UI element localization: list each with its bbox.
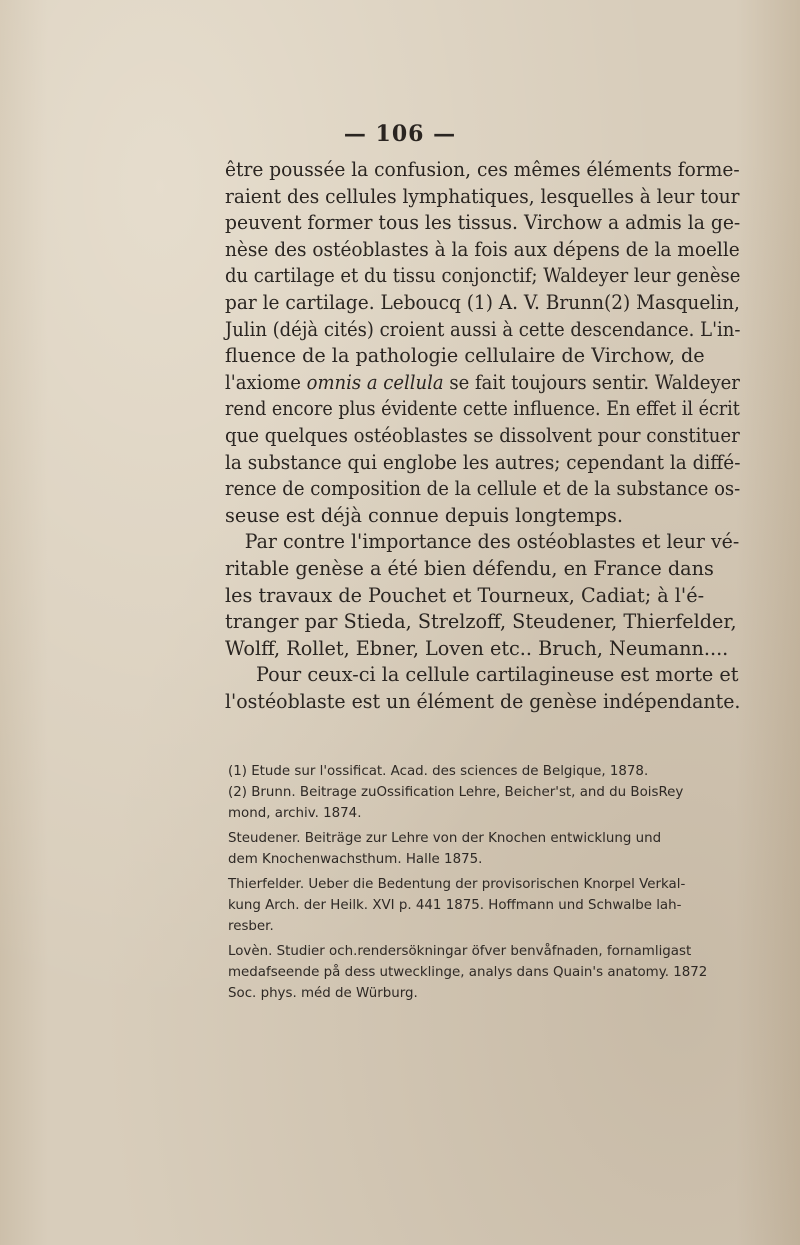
text-line: raient des cellules lymphatiques, lesquelles à leur tour xyxy=(225,184,740,208)
text-line: peuvent former tous les tissus. Virchow a admis la ge- xyxy=(225,211,741,235)
text-line: Wolff, Rollet, Ebner, Loven etc.. Bruch, Neumann.... xyxy=(225,636,729,660)
italic-phrase: omnis a cellula xyxy=(306,370,444,394)
footnote-line: Lovèn. Studier och.rendersökningar öfver benvåfnaden, fornamligast xyxy=(228,944,692,959)
text-line: l'ostéoblaste est un élément de genèse indépendante. xyxy=(225,689,741,713)
paragraph-1 xyxy=(225,157,740,529)
text-segment: se fait toujours sentir. Waldeyer xyxy=(443,370,740,394)
text-line: tranger par Stieda, Strelzoff, Steudener, Thierfelder, xyxy=(225,610,737,634)
text-line-with-italic xyxy=(225,370,740,397)
body-text xyxy=(225,157,740,715)
footnote-2 xyxy=(228,782,743,824)
text-line: les travaux de Pouchet et Tourneux, Cadiat; à l'é- xyxy=(225,583,705,607)
footnote-1 xyxy=(228,761,743,782)
text-line: du cartilage et du tissu conjonctif; Waldeyer leur genèse xyxy=(225,264,741,288)
footnote-5 xyxy=(228,941,743,1004)
footnote-3 xyxy=(228,828,743,870)
footnote-line: resber. xyxy=(228,919,274,934)
footnote-line: Thierfelder. Ueber die Bedentung der provisorischen Knorpel Verkal- xyxy=(228,877,686,892)
paragraph-3 xyxy=(225,662,740,715)
footnote-line: (2) Brunn. Beitrage zuOssification Lehre, Beicher'st, and du BoisRey xyxy=(228,785,684,800)
page-number: — 106 — xyxy=(343,121,457,147)
footnote-line: kung Arch. der Heilk. XVI p. 441 1875. Hoffmann und Schwalbe lah- xyxy=(228,898,682,913)
text-segment: l'axiome xyxy=(225,370,307,394)
text-line: Par contre l'importance des ostéoblastes et leur vé- xyxy=(244,530,740,554)
text-line: seuse est déjà connue depuis longtemps. xyxy=(225,503,624,527)
text-line: être poussée la confusion, ces mêmes éléments forme- xyxy=(225,158,740,181)
text-line: fluence de la pathologie cellulaire de Virchow, de xyxy=(225,344,705,368)
text-line: nèse des ostéoblastes à la fois aux dépens de la moelle xyxy=(225,237,740,261)
text-line: rend encore plus évidente cette influence. En effet il écrit xyxy=(225,397,740,421)
footnote-line: Soc. phys. méd de Würburg. xyxy=(228,986,418,1001)
footnote-line: Steudener. Beiträge zur Lehre von der Knochen entwicklung und xyxy=(228,831,662,846)
footnote-line: mond, archiv. 1874. xyxy=(228,806,362,821)
text-line: la substance qui englobe les autres; cependant la diffé- xyxy=(225,450,741,474)
text-line: rence de composition de la cellule et de la substance os- xyxy=(225,477,741,501)
footnote-line: (1) Etude sur l'ossificat. Acad. des sciences de Belgique, 1878. xyxy=(228,764,649,779)
footnotes xyxy=(228,761,743,1004)
text-line: Julin (déjà cités) croient aussi à cette descendance. L'in- xyxy=(225,317,741,341)
text-line: que quelques ostéoblastes se dissolvent pour constituer xyxy=(225,423,740,447)
paragraph-2 xyxy=(225,529,740,662)
text-line: Pour ceux-ci la cellule cartilagineuse est morte et xyxy=(256,663,739,687)
footnote-4 xyxy=(228,874,743,937)
text-line: par le cartilage. Leboucq (1) A. V. Brunn(2) Masquelin, xyxy=(225,290,740,314)
text-line: ritable genèse a été bien défendu, en France dans xyxy=(225,556,714,580)
footnote-line: dem Knochenwachsthum. Halle 1875. xyxy=(228,852,483,867)
footnote-line: medafseende på dess utwecklinge, analys dans Quain's anatomy. 1872 xyxy=(228,965,708,980)
